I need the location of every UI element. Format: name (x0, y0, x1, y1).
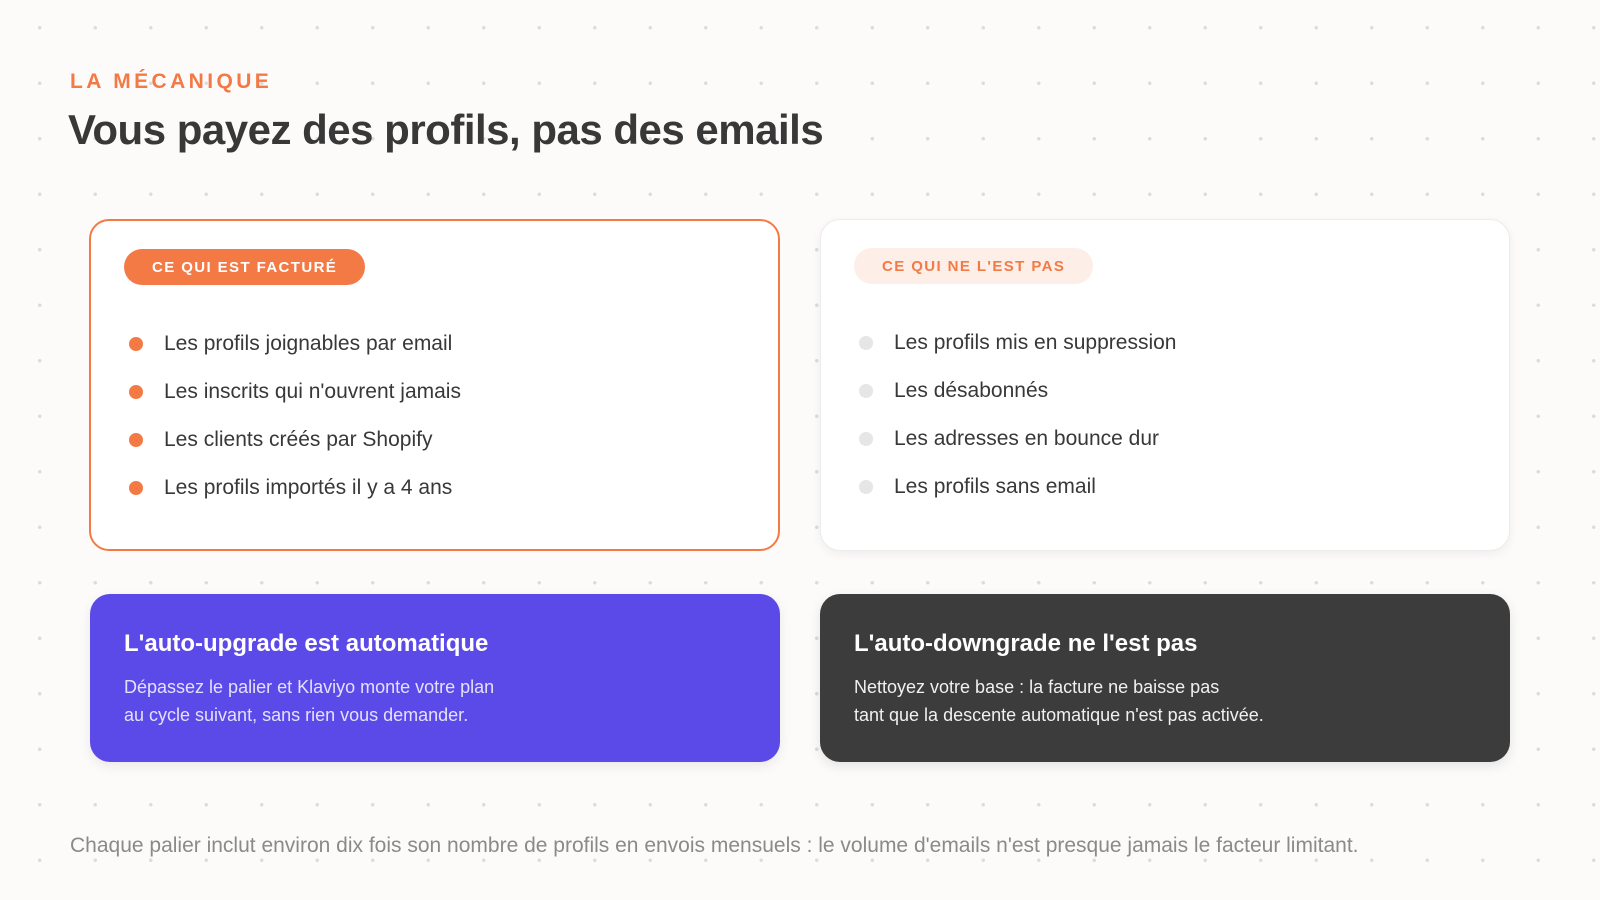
list-item (129, 368, 461, 416)
list-item-text: Les profils joignables par email (164, 332, 453, 355)
list-item-text: Les profils sans email (894, 475, 1096, 498)
not-billed-list (859, 319, 1176, 511)
not-billed-badge: CE QUI NE L'EST PAS (854, 248, 1093, 284)
bullet-dot-icon (859, 432, 873, 446)
not-billed-card (820, 219, 1510, 551)
list-item-text: Les profils importés il y a 4 ans (164, 476, 453, 499)
list-item (859, 319, 1176, 367)
auto-downgrade-line-1: Nettoyez votre base : la facture ne baisse pas (854, 677, 1220, 697)
billed-list (129, 320, 461, 512)
auto-upgrade-title: L'auto-upgrade est automatique (124, 630, 489, 657)
list-item-text: Les clients créés par Shopify (164, 428, 433, 451)
list-item (129, 416, 461, 464)
list-item (129, 464, 461, 512)
auto-upgrade-line-2: au cycle suivant, sans rien vous demander. (124, 705, 469, 725)
auto-downgrade-line-2: tant que la descente automatique n'est pas activée. (854, 705, 1264, 725)
bullet-dot-icon (129, 337, 143, 351)
bullet-dot-icon (859, 480, 873, 494)
list-item-text: Les adresses en bounce dur (894, 427, 1160, 450)
billed-badge: CE QUI EST FACTURÉ (124, 249, 365, 285)
list-item-text: Les profils mis en suppression (894, 331, 1177, 354)
section-eyebrow: LA MÉCANIQUE (70, 70, 273, 93)
auto-upgrade-line-1: Dépassez le palier et Klaviyo monte votre plan (124, 677, 495, 697)
footnote: Chaque palier inclut environ dix fois son nombre de profils en envois mensuels : le volume d'emails n'est presque jamais le facteur limitant. (70, 834, 1359, 857)
auto-downgrade-title: L'auto-downgrade ne l'est pas (854, 630, 1198, 657)
bullet-dot-icon (129, 481, 143, 495)
list-item (129, 320, 461, 368)
page-title: Vous payez des profils, pas des emails (68, 106, 824, 153)
list-item (859, 415, 1176, 463)
billed-card (89, 219, 780, 551)
list-item (859, 463, 1176, 511)
bullet-dot-icon (859, 384, 873, 398)
bullet-dot-icon (129, 433, 143, 447)
list-item-text: Les désabonnés (894, 379, 1049, 402)
list-item (859, 367, 1176, 415)
auto-upgrade-card (90, 594, 780, 762)
bullet-dot-icon (129, 385, 143, 399)
list-item-text: Les inscrits qui n'ouvrent jamais (164, 380, 461, 403)
auto-downgrade-card (820, 594, 1510, 762)
bullet-dot-icon (859, 336, 873, 350)
